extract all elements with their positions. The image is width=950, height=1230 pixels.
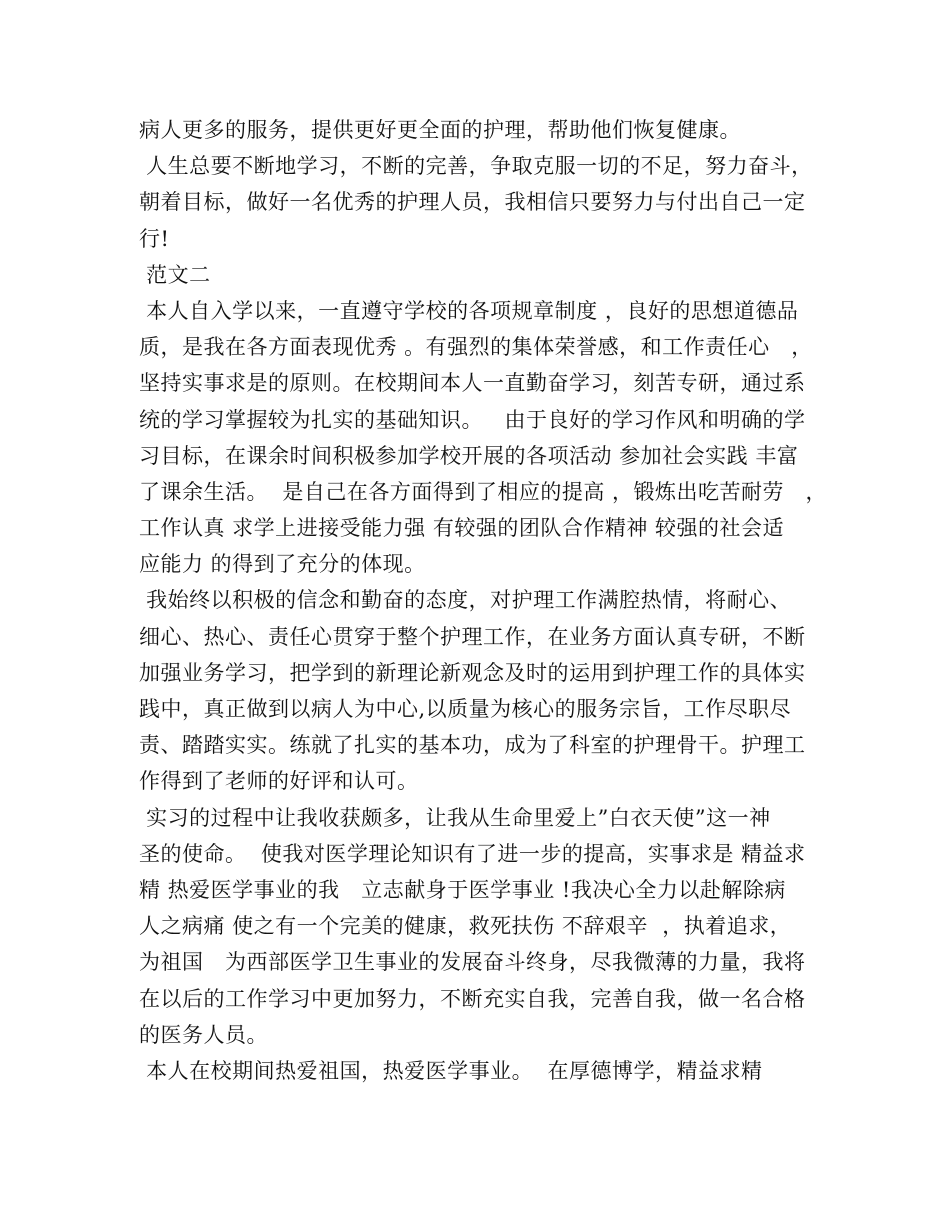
text-line: 本人在校期间热爱祖国，热爱医学事业。 在厚德博学，精益求精 [139,1058,763,1083]
text-line: 在以后的工作学习中更加努力，不断充实自我，完善自我，做一名合格 [139,986,806,1011]
text-line: 应能力 的得到了充分的体现。 [139,552,426,577]
document-body [139,112,829,1089]
text-line: 践中，真正做到以病人为中心,以质量为核心的服务宗旨，工作尽职尽 [139,697,792,721]
text-line: 精 热爱医学事业的我 立志献身于医学事业 !我决心全力以赴解除病 [139,877,786,902]
text-line: 了课余生活。 是自己在各方面得到了相应的提高 ，锻炼出吃苦耐劳 ， [139,479,828,504]
text-line: 实习的过程中让我收获颇多，让我从生命里爱上”白衣天使”这一神 [139,805,771,830]
text-line: 统的学习掌握较为扎实的基础知识。 由于良好的学习作风和明确的学 [139,407,806,432]
text-line: 朝着目标，做好一名优秀的护理人员，我相信只要努力与付出自己一定 [139,190,806,215]
text-line: 质，是我在各方面表现优秀 。有强烈的集体荣誉感，和工作责任心 ， [139,335,813,360]
section-heading: 范文二 [139,262,211,287]
text-line: 我始终以积极的信念和勤奋的态度，对护理工作满腔热情，将耐心、 [139,588,792,613]
text-line: 坚持实事求是的原则。在校期间本人一直勤奋学习，刻苦专研，通过系 [139,371,806,396]
text-line: 病人更多的服务，提供更好更全面的护理，帮助他们恢复健康。 [139,118,741,142]
text-line: 圣的使命。 使我对医学理论知识有了进一步的提高，实事求是 精益求 [139,841,806,866]
text-line: 细心、热心、责任心贯穿于整个护理工作，在业务方面认真专研，不断 [139,624,806,649]
text-line: 习目标，在课余时间积极参加学校开展的各项活动 参加社会实践 丰富 [139,443,799,468]
text-line: 为祖国 为西部医学卫生事业的发展奋斗终身，尽我微薄的力量，我将 [139,950,806,975]
text-line: 行! [139,226,170,251]
text-line: 作得到了老师的好评和认可。 [139,769,419,794]
text-line: 工作认真 求学上进接受能力强 有较强的团队合作精神 较强的社会适 [139,516,785,541]
text-line: 加强业务学习，把学到的新理论新观念及时的运用到护理工作的具体实 [139,660,806,685]
text-line: 的医务人员。 [139,1022,268,1047]
text-line: 责、踏踏实实。练就了扎实的基本功，成为了科室的护理骨干。护理工 [139,733,806,758]
text-line: 本人自入学以来，一直遵守学校的各项规章制度 ，良好的思想道德品 [139,298,799,323]
text-line: 人生总要不断地学习，不断的完善，争取克服一切的不足，努力奋斗， [139,154,813,179]
text-line: 人之病痛 使之有一个完美的健康，救死扶伤 不辞艰辛 ，执着追求， [139,914,792,939]
